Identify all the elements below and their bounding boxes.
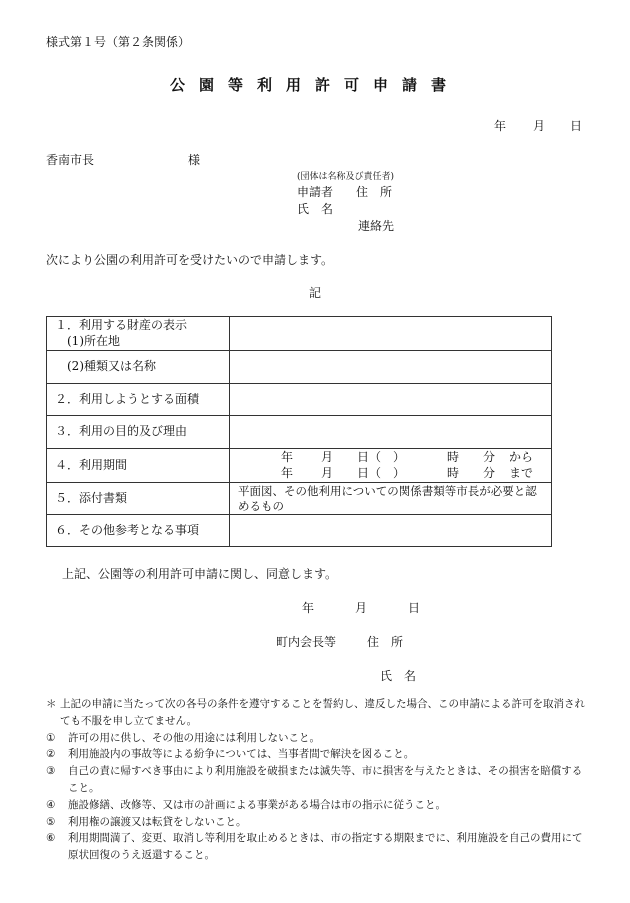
condition-mark: ⑥ [46, 832, 56, 845]
consent-text: 上記、公園等の利用許可申請に関し、同意します。 [62, 567, 338, 581]
period-to-year: 年 [281, 465, 294, 480]
form-number: 様式第１号（第２条関係） [46, 35, 191, 49]
area-value-cell[interactable] [230, 384, 552, 416]
type-name-label: (2)種類又は名称 [67, 359, 156, 374]
ki-heading: 記 [309, 286, 322, 300]
period-to-suffix: まで [509, 465, 534, 480]
period-from-day: 日（ ） [357, 449, 406, 464]
asterisk-mark: ＊ [46, 698, 57, 710]
addressee-honorific: 様 [188, 153, 201, 167]
date-month-label: 月 [533, 119, 546, 133]
condition-text: 利用期間満了、変更、取消し等利用を取止めるときは、市の指定する期限までに、利用施設を自己の費用にて原状回復のうえ返還すること。 [68, 832, 583, 862]
list-item [46, 797, 586, 814]
list-item [46, 830, 586, 864]
other-reference-value-cell[interactable] [230, 515, 552, 547]
representative-label: 町内会長等 [276, 635, 337, 649]
condition-mark: ① [46, 731, 56, 744]
consent-day-label: 日 [408, 601, 421, 615]
other-reference-label: ６．その他参考となる事項 [47, 515, 230, 547]
property-display-label: １．利用する財産の表示 [55, 317, 188, 332]
condition-text: 自己の責に帰すべき事由により利用施設を破損または滅失等、市に損害を与えたときは、その損害を賠償すること。 [68, 765, 583, 794]
conditions-pledge [46, 696, 586, 730]
table-row [47, 449, 552, 483]
location-value-cell[interactable] [230, 317, 552, 351]
condition-text: 利用施設内の事故等による紛争については、当事者間で解決を図ること。 [68, 748, 415, 761]
period-from-month: 月 [321, 449, 334, 464]
representative-address-label: 住 所 [367, 635, 404, 649]
applicant-address-label: 住 所 [356, 185, 393, 199]
applicant-contact-label: 連絡先 [358, 219, 395, 233]
conditions-notes [46, 696, 586, 864]
period-value-cell[interactable] [230, 449, 552, 483]
period-to-minute: 分 [483, 465, 496, 480]
applicant-name-label: 氏 名 [297, 202, 334, 216]
period-to-hour: 時 [447, 465, 460, 480]
list-item [46, 730, 586, 747]
organization-note: (団体は名称及び責任者) [297, 172, 395, 182]
period-label: ４．利用期間 [47, 449, 230, 483]
list-item [46, 814, 586, 831]
applicant-label: 申請者 [297, 185, 334, 199]
list-item [46, 746, 586, 763]
consent-year-label: 年 [302, 601, 315, 615]
period-from-minute: 分 [483, 449, 496, 464]
application-table [46, 316, 552, 547]
period-from-suffix: から [509, 449, 534, 464]
condition-mark: ② [46, 748, 56, 761]
date-year-label: 年 [494, 119, 507, 133]
page-title: 公園等利用許可申請書 [169, 76, 460, 94]
type-name-value-cell[interactable] [230, 351, 552, 384]
table-row [47, 515, 552, 547]
purpose-value-cell[interactable] [230, 416, 552, 449]
condition-text: 施設修繕、改修等、又は市の計画による事業がある場合は市の指示に従うこと。 [68, 798, 446, 811]
table-row [47, 317, 552, 351]
location-label-cell [47, 317, 230, 351]
condition-text: 許可の用に供し、その他の用途には利用しないこと。 [68, 731, 320, 744]
addressee-mayor: 香南市長 [46, 153, 95, 167]
table-row [47, 351, 552, 384]
condition-text: 利用権の譲渡又は転貸をしないこと。 [68, 815, 247, 828]
type-name-label-cell [47, 351, 230, 384]
period-to-month: 月 [321, 465, 334, 480]
period-from-year: 年 [281, 449, 294, 464]
condition-mark: ④ [46, 798, 56, 811]
area-label: ２．利用しようとする面積 [47, 384, 230, 416]
attachments-value: 平面図、その他利用についての関係書類等市長が必要と認めるもの [230, 483, 552, 515]
intro-text: 次により公園の利用許可を受けたいので申請します。 [46, 253, 334, 267]
attachments-label: ５．添付書類 [47, 483, 230, 515]
list-item [46, 763, 586, 797]
table-row [47, 416, 552, 449]
location-label: (1)所在地 [67, 333, 120, 348]
table-row [47, 483, 552, 515]
consent-month-label: 月 [355, 601, 368, 615]
period-to-day: 日（ ） [357, 465, 406, 480]
purpose-label: ３．利用の目的及び理由 [47, 416, 230, 449]
condition-mark: ⑤ [46, 815, 56, 828]
condition-mark: ③ [46, 765, 56, 778]
period-from-hour: 時 [447, 449, 460, 464]
date-day-label: 日 [570, 119, 583, 133]
pledge-text: 上記の申請に当たって次の各号の条件を遵守することを誓約し、違反した場合、この申請による許可を取消されても不服を申し立てません。 [60, 698, 585, 727]
representative-name-label: 氏 名 [380, 669, 417, 683]
table-row [47, 384, 552, 416]
